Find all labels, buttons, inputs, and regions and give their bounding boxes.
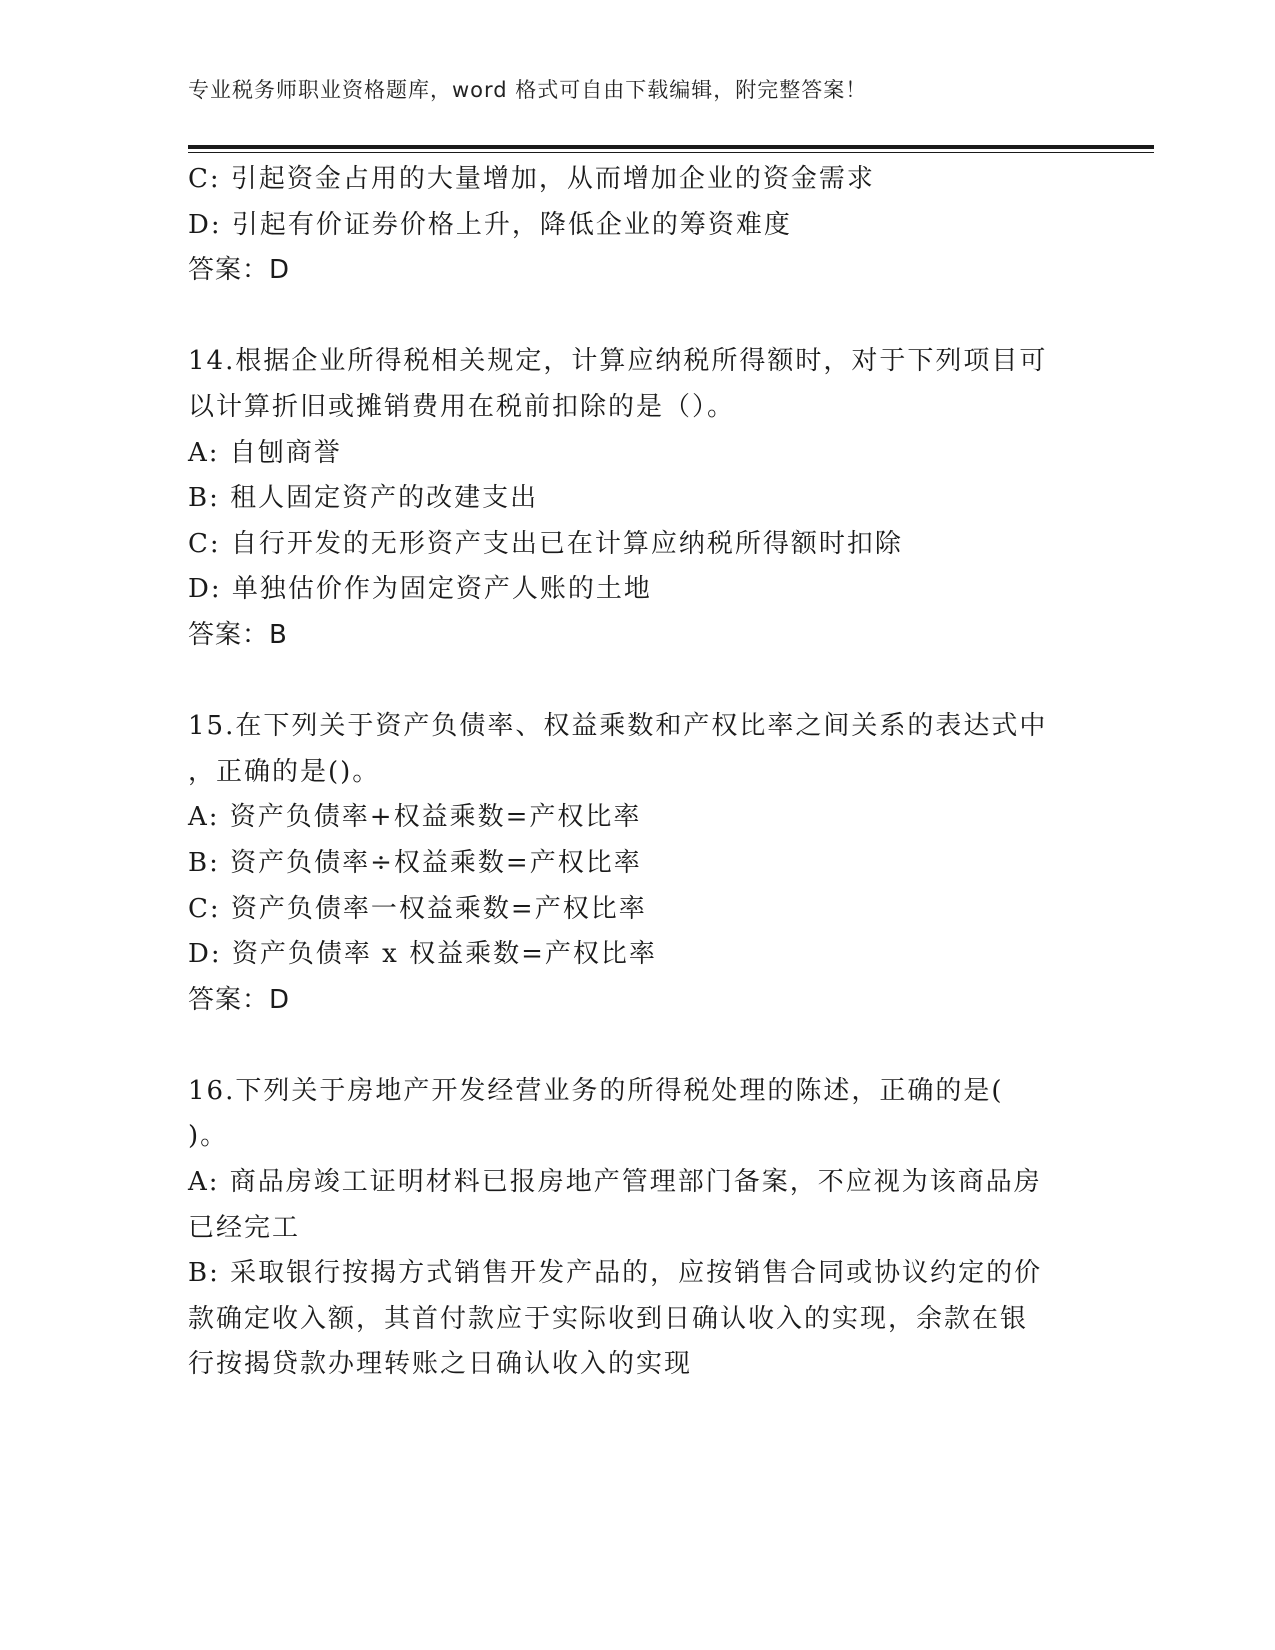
q14-option-b: B: 租人固定资产的改建支出 [188, 483, 539, 514]
page-header: 专业税务师职业资格题库，word 格式可自由下载编辑，附完整答案！ [188, 78, 868, 102]
q15-answer: 答案：D [188, 984, 291, 1015]
q14-option-d: D: 单独估价作为固定资产人账的土地 [188, 574, 652, 605]
q15-option-b: B: 资产负债率÷权益乘数=产权比率 [188, 847, 642, 878]
q16-stem-line2: )。 [188, 1121, 229, 1152]
q13-option-c: C: 引起资金占用的大量增加，从而增加企业的资金需求 [188, 164, 875, 194]
document-body [188, 157, 1088, 1388]
q16-option-a-line2: 已经完工 [188, 1212, 301, 1243]
q15-stem-line1: 15.在下列关于资产负债率、权益乘数和产权比率之间关系的表达式中 [188, 711, 1048, 742]
q14-stem-line1: 14.根据企业所得税相关规定，计算应纳税所得额时，对于下列项目可 [188, 346, 1048, 377]
q16-option-a-line1: A: 商品房竣工证明材料已报房地产管理部门备案，不应视为该商品房 [188, 1167, 1042, 1198]
q16-stem-line1: 16.下列关于房地产开发经营业务的所得税处理的陈述，正确的是( [188, 1075, 1004, 1106]
q13-answer: 答案：D [188, 255, 291, 286]
q15-stem-line2: ，正确的是()。 [188, 756, 381, 787]
q14-option-a: A: 自刨商誉 [188, 437, 342, 468]
header-rule-thick [188, 145, 1154, 149]
q16-option-b-line1: B: 采取银行按揭方式销售开发产品的，应按销售合同或协议约定的价 [188, 1258, 1043, 1289]
q13-option-d: D: 引起有价证券价格上升，降低企业的筹资难度 [188, 209, 792, 240]
q15-option-a: A: 资产负债率+权益乘数=产权比率 [188, 802, 642, 833]
q15-option-d: D: 资产负债率 x 权益乘数=产权比率 [188, 939, 657, 970]
q16-option-b-line3: 行按揭贷款办理转账之日确认收入的实现 [188, 1349, 693, 1380]
q14-answer: 答案：B [188, 619, 288, 650]
q15-option-c: C: 资产负债率一权益乘数=产权比率 [188, 893, 647, 924]
header-rule-thin [188, 152, 1154, 153]
spacer [188, 659, 1088, 705]
q14-stem-line2: 以计算折旧或摊销费用在税前扣除的是（）。 [188, 391, 736, 422]
q16-option-b-line2: 款确定收入额，其首付款应于实际收到日确认收入的实现，余款在银 [188, 1303, 1029, 1334]
q14-option-c: C: 自行开发的无形资产支出已在计算应纳税所得额时扣除 [188, 528, 903, 559]
spacer [188, 1023, 1088, 1069]
spacer [188, 294, 1088, 340]
